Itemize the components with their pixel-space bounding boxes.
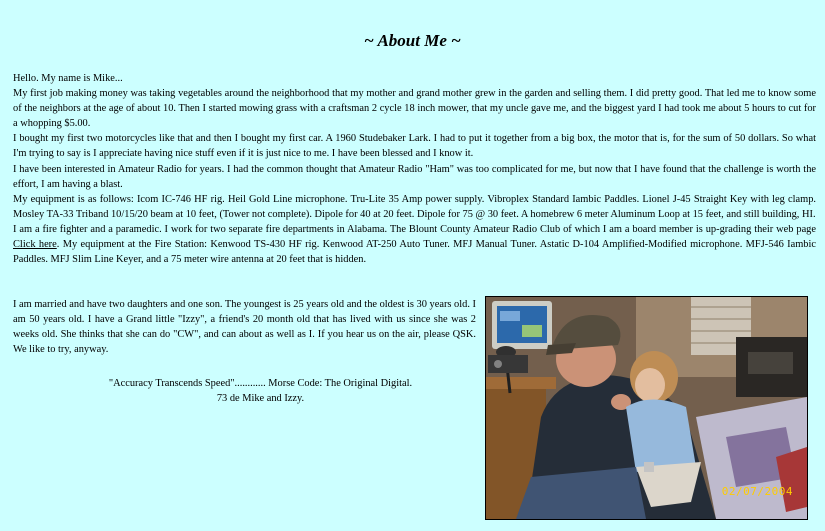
- fire-text-after-link: . My equipment at the Fire Station: Kenwood TS-430 HF rig. Kenwood AT-250 Auto Tuner. MFJ Manual Tuner. Astatic D-104 Amplified-Modified microphone. MFJ-546 Iambic Paddles. MFJ Slim Line Keyer, and a 75 meter wire antenna at 20 feet that is hidden.: [13, 239, 816, 266]
- signature-motto: "Accuracy Transcends Speed"............ Morse Code: The Original Digital.: [108, 378, 413, 389]
- page-title: ~ About Me ~: [364, 31, 461, 50]
- bio-line-equipment: My equipment is as follows: Icom IC-746 HF rig. Heil Gold Line microphone. Tru-Lite 35 Amp power supply. Vibroplex Standard Iambic Paddles. Lionel J-45 Straight Key with leg clamp. Mosley TA-33 Triband 10/15/20 beam at 10 feet, (Tower not complete). Dipole for 40 at 20 feet. Dipole for 75 @ 30 feet. A homebrew 6 meter Aluminum Loop at 15 feet, and still building, HI.: [13, 193, 816, 220]
- fire-text-before-link: I am a fire fighter and a paramedic. I work for two separate fire departments in Alabama. The Blount County Amateur Radio Club of which I am a board member is up-grading their web page: [13, 223, 816, 235]
- bio-line-greeting: Hello. My name is Mike...: [13, 73, 123, 84]
- photo-date-stamp: 02/07/2004: [721, 485, 793, 498]
- bio-text: [13, 71, 816, 267]
- bio-line-first-job: My first job making money was taking vegetables around the neighborhood that my mother and grand mother grew in the garden and selling them. I did pretty good. That led me to know some of the neighbors at the age of about 10. Then I started mowing grass with a craftsman 2 cycle 18 inch mower, that my uncle gave me, and the biggest yard I had took me about 5 hours to cut for a whopping $5.00.: [13, 88, 816, 130]
- family-paragraph: I am married and have two daughters and one son. The youngest is 25 years old and the oldest is 30 years old. I am 50 years old. I have a Grand little "Izzy", a friend's 20 month old that has lived with us since she was 2 weeks old. She thinks that she can do "CW", and can about as well as I. If you hear us on the air, please QSK. We like to try, anyway.: [13, 299, 476, 356]
- signature-sign-off: 73 de Mike and Izzy.: [216, 393, 305, 405]
- mike-and-izzy-photo: [485, 296, 808, 520]
- club-web-page-link[interactable]: Click here: [13, 239, 57, 251]
- bio-line-fire-station: [13, 222, 816, 267]
- bio-line-motorcycles: I bought my first two motorcycles like that and then I bought my first car. A 1960 Studebaker Lark. I had to put it together from a big box, the motor that is, for the sum of 50 dollars. So what I'm trying to say is I appreciate having nice stuff even if it is just nice to me. I have been blessed and I know it.: [13, 133, 816, 160]
- bio-line-ham-interest: I have been interested in Amateur Radio for years. I had the common thought that Amateur Radio "Ham" was too complicated for me, but now that I have found that the challenge is worth the effort, I am having a blast.: [13, 163, 816, 190]
- signature-block: [13, 376, 508, 406]
